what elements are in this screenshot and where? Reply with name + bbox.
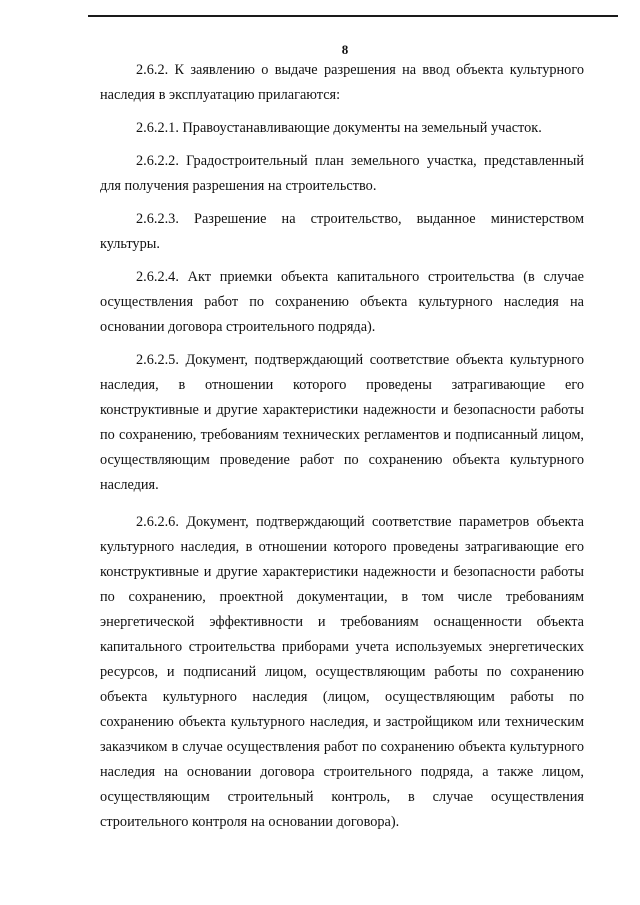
paragraph-2-6-2-3: 2.6.2.3. Разрешение на строительство, выданное министерством культуры. [100,211,584,252]
paragraph-2-6-2: 2.6.2. К заявлению о выдаче разрешения на ввод объекта культурного наследия в эксплуатацию прилагаются: [100,62,584,103]
page-number: 8 [341,42,349,57]
paragraph-2-6-2-6: 2.6.2.6. Документ, подтверждающий соответствие параметров объекта культурного наследия, в отношении которого проведены затрагивающие его конструктивные и другие характеристики надежности и безопасности работы по сохранению, проектной документации, в том числе требованиям энергетической эффективности и требованиям оснащенности объекта капитального строительства приборами учета используемых энергетических ресурсов, и подписаний лицом, осуществляющим работы по сохранению объекта культурного наследия (лицом, осуществляющим работы по сохранению объекта культурного наследия, и застройщиком или техническим заказчиком в случае осуществления работ по сохранению объекта культурного наследия на основании договора строительного подряда, а также лицом, осуществляющим строительный контроль, в случае осуществления строительного контроля на основании договора). [100,514,584,830]
paragraph-2-6-2-5: 2.6.2.5. Документ, подтверждающий соответствие объекта культурного наследия, в отношении которого проведены затрагивающие его конструктивные и другие характеристики надежности и безопасности работы по сохранению, требованиям технических регламентов и подписанный лицом, осуществляющим проведение работ по сохранению объекта культурного наследия. [100,352,584,493]
paragraph-2-6-2-4: 2.6.2.4. Акт приемки объекта капитального строительства (в случае осуществления работ по сохранению объекта культурного наследия на основании договора строительного подряда). [100,269,584,335]
document-body [100,58,584,835]
paragraph-2-6-2-1: 2.6.2.1. Правоустанавливающие документы на земельный участок. [136,120,542,136]
top-border-line [88,15,618,17]
paragraph-2-6-2-2: 2.6.2.2. Градостроительный план земельного участка, представленный для получения разрешения на строительство. [100,153,584,194]
